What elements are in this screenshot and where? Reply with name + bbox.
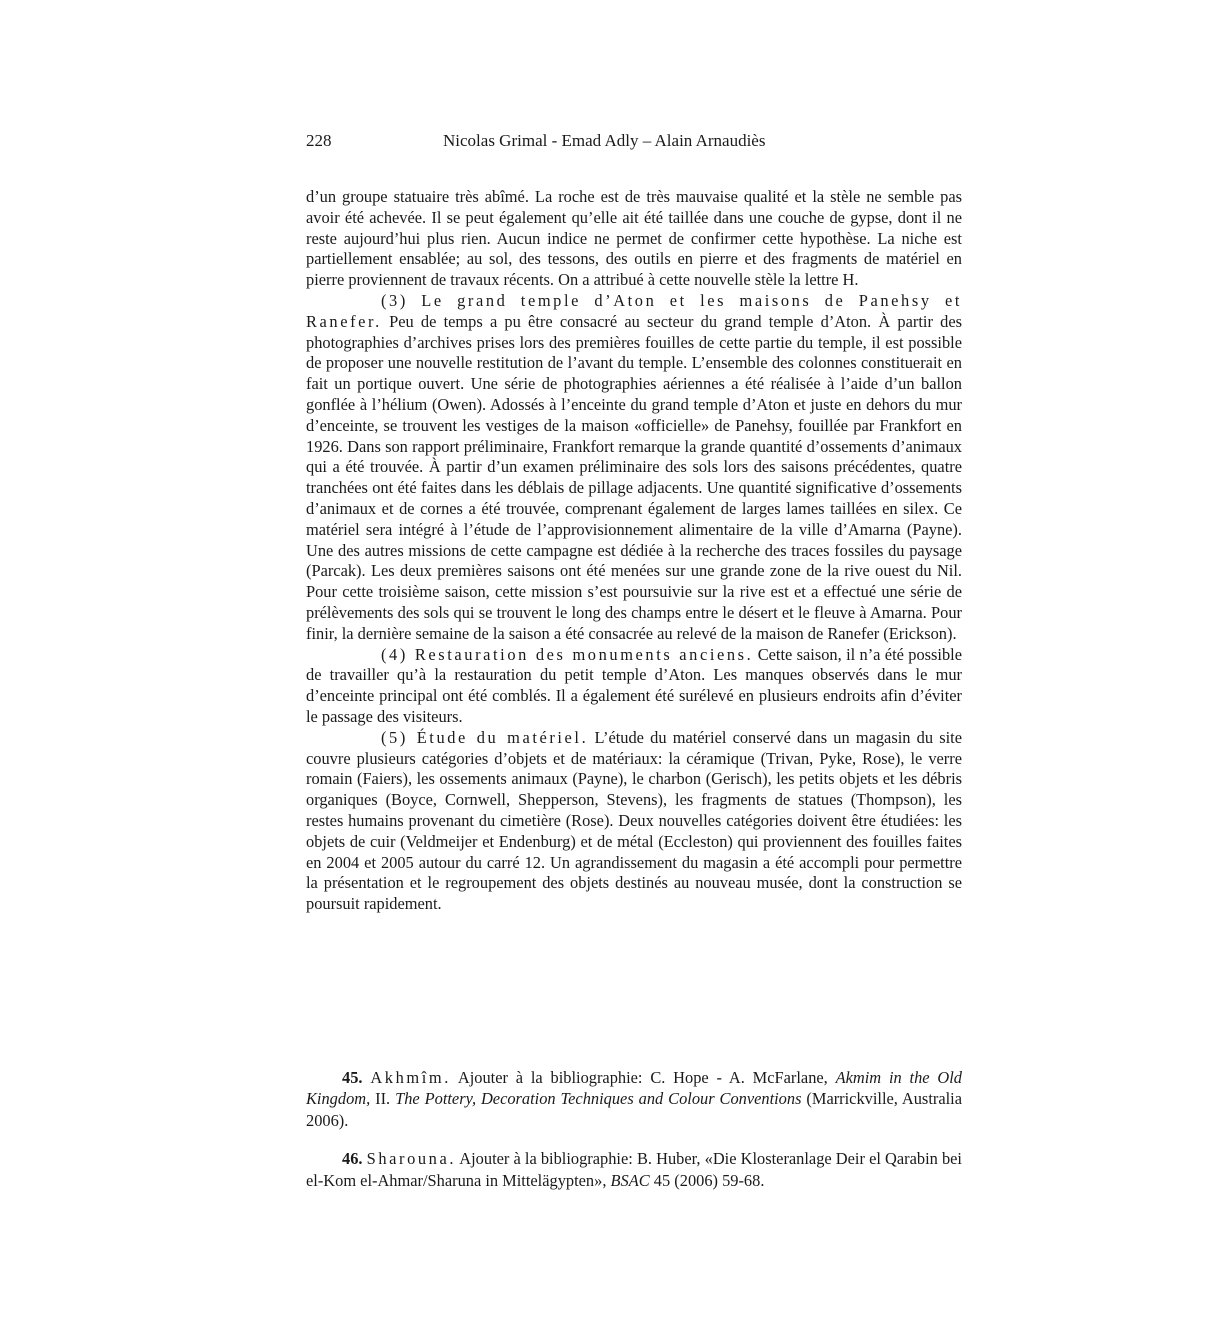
entry-text: II. bbox=[375, 1089, 391, 1109]
entry-text: Ajouter à la bibliographie: B. Huber, «Die Klosteranlage Deir el Qarabin bei el-Kom el-Ahmar/Sharuna in Mittelägypten», bbox=[306, 1149, 962, 1190]
page-number: 228 bbox=[306, 131, 332, 150]
running-head: Nicolas Grimal - Emad Adly – Alain Arnaudiès bbox=[443, 131, 766, 150]
section-heading: (4) Restauration des monuments anciens. bbox=[381, 644, 754, 664]
entry-title-italic: The Pottery, Decoration Techniques and Colour Conventions bbox=[395, 1089, 802, 1109]
paragraph-restauration bbox=[306, 645, 962, 728]
paragraph-text: Cette saison, il n’a été possible de travailler qu’à la restauration du petit temple d’Aton. Les manques observés dans le mur d’enceinte principal ont été comblés. Il a également été surélevé en plusieurs endroits afin d’éviter le passage des visiteurs. bbox=[306, 644, 962, 726]
paragraph-grand-temple bbox=[306, 291, 962, 645]
body-text bbox=[306, 187, 962, 915]
paragraph-text: Peu de temps a pu être consacré au secteur du grand temple d’Aton. À partir des photographies d’archives prises lors des premières fouilles de cette partie du temple, il est possible de proposer une nouvelle restitution de l’avant du temple. L’ensemble des colonnes constituerait en fait un portique ouvert. Une série de photographies aériennes a été réalisée à l’aide d’un ballon gonflée à l’hélium (Owen). Adossés à l’enceinte du grand temple d’Aton et juste en dehors du mur d’enceinte, se trouvent les vestiges de la maison «officielle» de Panehsy, fouillée par Frankfort en 1926. Dans son rapport préliminaire, Frankfort remarque la grande quantité d’ossements d’animaux qui a été trouvée. À partir d’un examen préliminaire des sols lors des saisons précédentes, quatre tranchées ont été faites dans les déblais de pillage adjacents. Une quantité significative d’ossements d’animaux et de cornes a été trouvée, comprenant également de larges lames taillées en silex. Ce matériel sera intégré à l’étude de l’approvisionnement alimentaire de la ville d’Amarna (Payne). Une des autres missions de cette campagne est dédiée à la recherche des traces fossiles du paysage (Parcak). Les deux premières saisons ont été menées sur une grande zone de la rive ouest du Nil. Pour cette troisième saison, cette mission s’est poursuivie sur la rive est et a effectué une série de prélèvements des sols qui se trouvent le long des champs entre le désert et le fleuve à Amarna. Pour finir, la dernière semaine de la saison a été consacrée au relevé de la maison de Ranefer (Erickson). bbox=[306, 311, 962, 643]
entry-journal-italic: BSAC bbox=[610, 1170, 650, 1190]
entry-number: 45. bbox=[342, 1068, 363, 1087]
site-entries bbox=[306, 1067, 962, 1208]
entry-text: (Marrickville, Australia 2006). bbox=[306, 1089, 962, 1130]
paragraph-text: L’étude du matériel conservé dans un magasin du site couvre plusieurs catégories d’objets et de matériaux: la céramique (Trivan, Pyke, Rose), le verre romain (Faiers), les ossements animaux (Payne), le charbon (Gerisch), les petits objets et les débris organiques (Boyce, Cornwell, Shepperson, Stevens), les fragments de statues (Thompson), les restes humains provenant du cimetière (Rose). Deux nouvelles catégories doivent être étudiées: les objets de cuir (Veldmeijer et Endenburg) et de métal (Eccleston) qui proviennent des fouilles faites en 2004 et 2005 autour du carré 12. Un agrandissement du magasin a été accompli pour permettre la présentation et le regroupement des objets destinés au nouveau musée, dont la construction se poursuit rapidement. bbox=[306, 727, 962, 914]
page-header bbox=[306, 131, 962, 155]
entry-title-italic: Akmim in the Old Kingdom, bbox=[306, 1068, 962, 1109]
paragraph-text: d’un groupe statuaire très abîmé. La roche est de très mauvaise qualité et la stèle ne semble pas avoir été achevée. Il se peut également qu’elle ait été taillée dans une couche de gypse, dont il ne reste aujourd’hui plus rien. Aucun indice ne permet de confirmer cette hypothèse. La niche est partiellement ensablée; au sol, des tessons, des outils en pierre et des fragments de matériel en pierre proviennent de travaux récents. On a attribué à cette nouvelle stèle la lettre H. bbox=[306, 187, 962, 290]
entry-sharouna bbox=[306, 1148, 962, 1191]
entry-site: Akhmîm. bbox=[370, 1068, 451, 1087]
entry-site: Sharouna. bbox=[366, 1149, 457, 1169]
entry-text: 45 (2006) 59-68. bbox=[653, 1170, 765, 1190]
section-heading: (3) Le grand temple d’Aton et les maisons de Panehsy et Ranefer. bbox=[306, 290, 962, 331]
entry-text: Ajouter à la bibliographie: C. Hope - A. McFarlane, bbox=[457, 1068, 828, 1087]
paragraph-etude-materiel bbox=[306, 728, 962, 915]
section-heading: (5) Étude du matériel. bbox=[381, 727, 589, 747]
entry-number: 46. bbox=[342, 1149, 363, 1169]
paragraph-stele-h bbox=[306, 187, 962, 291]
entry-akhmim bbox=[306, 1067, 962, 1131]
